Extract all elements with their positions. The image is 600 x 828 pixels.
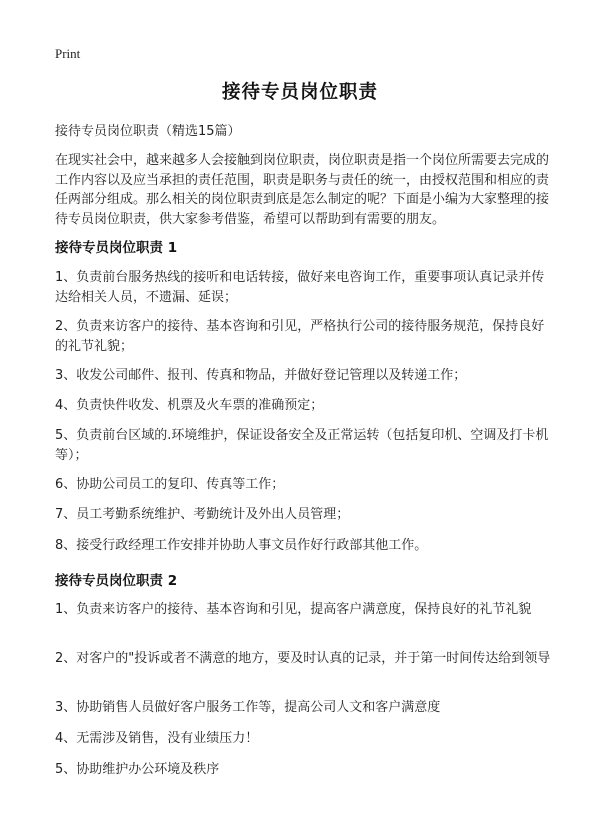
list-item: 2、负责来访客户的接待、基本咨询和引见，严格执行公司的接待服务规范，保持良好的礼节礼貌； xyxy=(55,319,545,354)
list-item: 5、负责前台区域的.环境维护，保证设备安全及正常运转（包括复印机、空调及打卡机等）； xyxy=(55,428,549,463)
list-item: 4、无需涉及销售，没有业绩压力！ xyxy=(55,731,259,746)
section-heading-2: 接待专员岗位职责 2 xyxy=(55,573,178,589)
list-item: 3、收发公司邮件、报刊、传真和物品，并做好登记管理以及转递工作； xyxy=(55,368,467,383)
list-item: 2、对客户的"投诉或者不满意的地方，要及时认真的记录，并于第一时间传达给到领导 xyxy=(55,651,551,666)
list-item: 7、员工考勤系统维护、考勤统计及外出人员管理； xyxy=(55,507,350,522)
list-item: 5、协助维护办公环境及秩序 xyxy=(55,762,220,777)
list-item: 6、协助公司员工的复印、传真等工作； xyxy=(55,477,285,492)
list-item: 8、接受行政经理工作安排并协助人事文员作好行政部其他工作。 xyxy=(55,538,428,553)
section-heading-1: 接待专员岗位职责 1 xyxy=(55,240,178,256)
intro-paragraph: 在现实社会中，越来越多人会接触到岗位职责，岗位职责是指一个岗位所需要去完成的工作内容以及应当承担的责任范围，职责是职务与责任的统一，由授权范围和相应的责任两部分组成。那么相关的岗位职责到底是怎么制定的呢？下面是小编为大家整理的接待专员岗位职责，供大家参考借鉴，希望可以帮助到有需要的朋友。 xyxy=(55,153,550,227)
list-item: 1、负责前台服务热线的接听和电话转接，做好来电咨询工作，重要事项认真记录并传达给相关人员，不遗漏、延误； xyxy=(55,270,545,305)
print-label: Print xyxy=(55,46,81,61)
document-subtitle: 接待专员岗位职责（精选15篇） xyxy=(55,124,241,139)
list-item: 1、负责来访客户的接待、基本咨询和引见，提高客户满意度，保持良好的礼节礼貌 xyxy=(55,602,532,617)
list-item: 3、协助销售人员做好客户服务工作等，提高公司人文和客户满意度 xyxy=(55,700,441,715)
document-title: 接待专员岗位职责 xyxy=(221,82,378,103)
list-item: 4、负责快件收发、机票及火车票的准确预定； xyxy=(55,398,324,413)
